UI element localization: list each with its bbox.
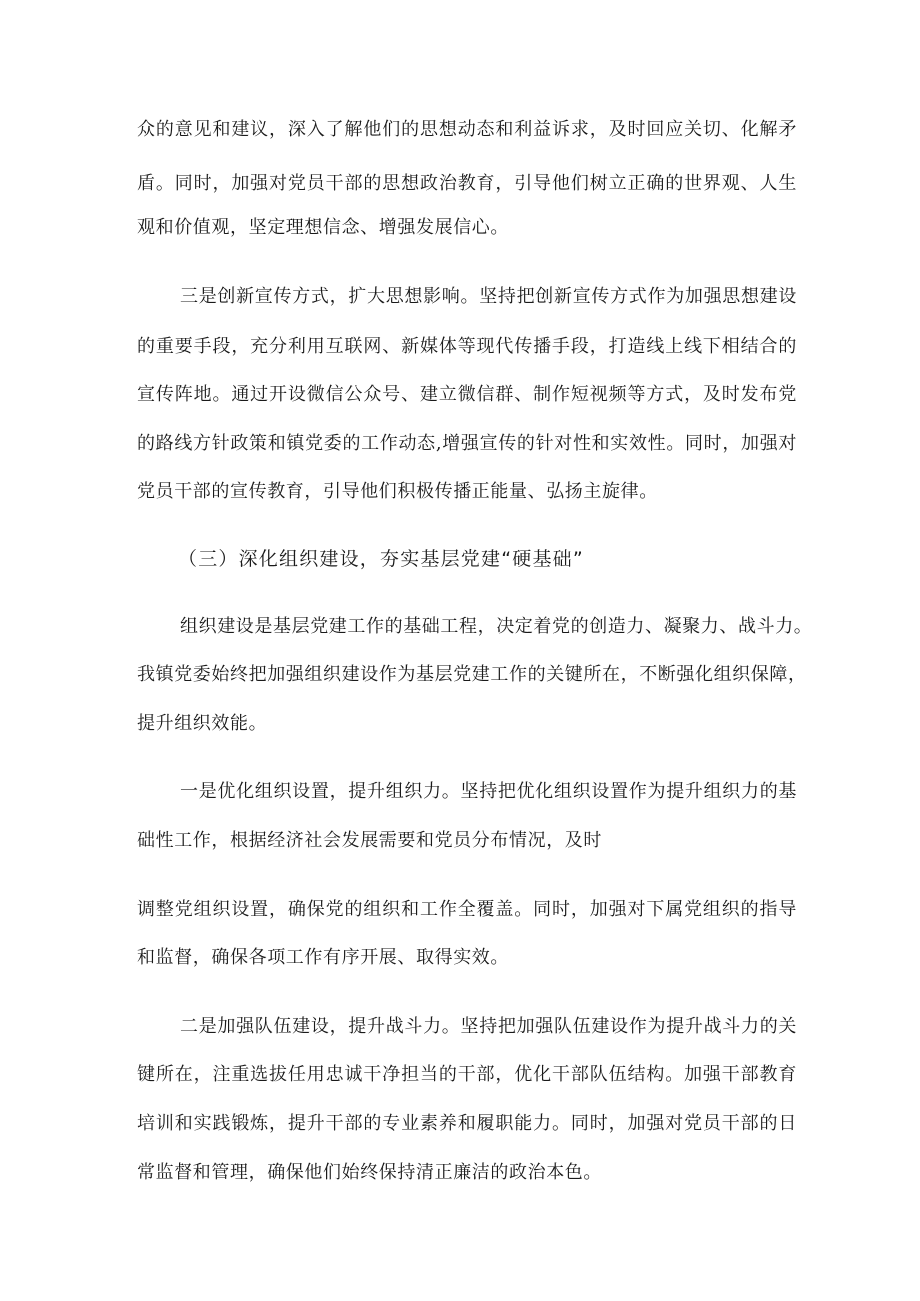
section-heading: （三）深化组织建设，夯实基层党建“硬基础” (178, 548, 584, 570)
paragraph-line: 党员干部的宣传教育，引导他们积极传播正能量、弘扬主旋律。 (137, 481, 658, 502)
paragraph-line: 众的意见和建议，深入了解他们的思想动态和利益诉求，及时回应关切、化解矛 (137, 119, 797, 140)
paragraph-line: 培训和实践锻炼，提升干部的专业素养和履职能力。同时，加强对党员干部的日 (137, 1113, 797, 1134)
paragraph-line: 调整党组织设置，确保党的组织和工作全覆盖。同时，加强对下属党组织的指导 (137, 899, 797, 920)
paragraph-line: 键所在，注重选拔任用忠诚干净担当的干部，优化干部队伍结构。加强干部教育 (137, 1064, 797, 1085)
paragraph-line: 一是优化组织设置，提升组织力。坚持把优化组织设置作为提升组织力的基 (180, 781, 797, 802)
paragraph-line: 础性工作，根据经济社会发展需要和党员分布情况，及时 (137, 830, 602, 851)
paragraph-line: 盾。同时，加强对党员干部的思想政治教育，引导他们树立正确的世界观、人生 (137, 173, 797, 194)
paragraph-line: 的路线方针政策和镇党委的工作动态,增强宣传的针对性和实效性。同时，加强对 (137, 433, 797, 454)
paragraph-line: 观和价值观，坚定理想信念、增强发展信心。 (137, 217, 509, 238)
paragraph-line: 我镇党委始终把加强组织建设作为基层党建工作的关键所在，不断强化组织保障， (137, 664, 807, 685)
paragraph-line: 的重要手段，充分利用互联网、新媒体等现代传播手段，打造线上线下相结合的 (137, 336, 797, 357)
paragraph-line: 二是加强队伍建设，提升战斗力。坚持把加强队伍建设作为提升战斗力的关 (180, 1016, 797, 1037)
paragraph-line: 三是创新宣传方式，扩大思想影响。坚持把创新宣传方式作为加强思想建设 (180, 286, 797, 307)
paragraph-line: 宣传阵地。通过开设微信公众号、建立微信群、制作短视频等方式，及时发布党 (137, 384, 797, 405)
paragraph-line: 组织建设是基层党建工作的基础工程，决定着党的创造力、凝聚力、战斗力。 (180, 616, 813, 637)
paragraph-line: 提升组织效能。 (137, 713, 268, 734)
paragraph-line: 和监督，确保各项工作有序开展、取得实效。 (137, 947, 509, 968)
paragraph-line: 常监督和管理，确保他们始终保持清正廉洁的政治本色。 (137, 1162, 602, 1183)
